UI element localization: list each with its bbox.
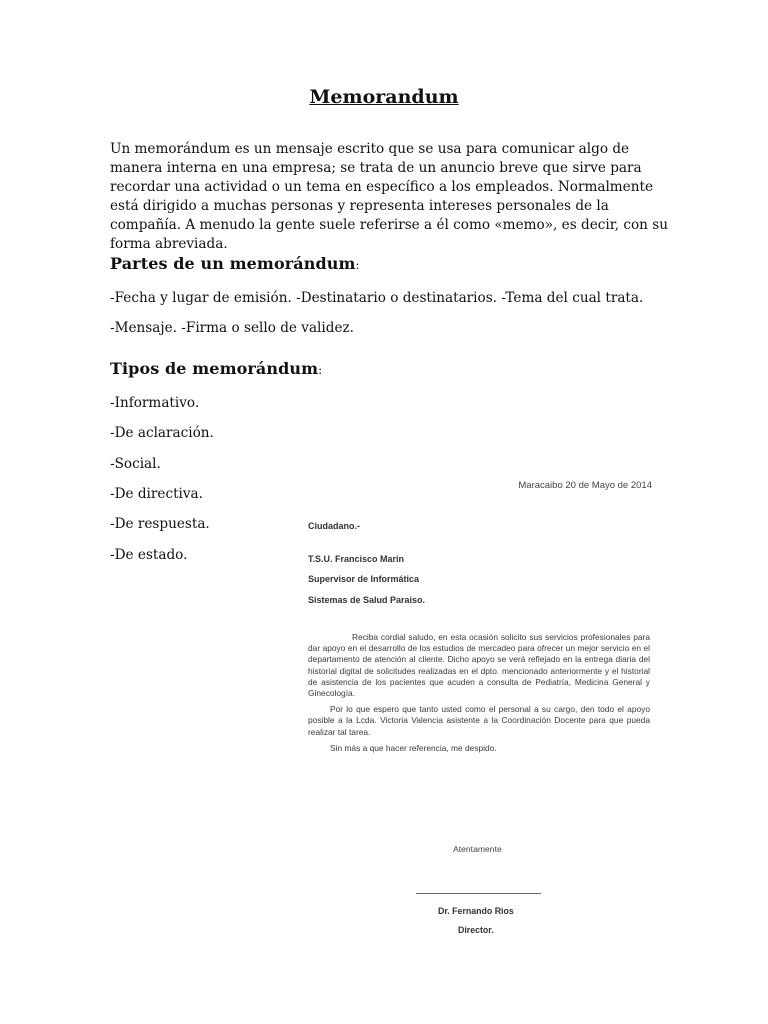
letter-paragraph-3: Sin más a que hacer referencia, me despido. bbox=[330, 742, 497, 753]
letter-signer-name: Dr. Fernando Rios bbox=[438, 906, 514, 916]
parts-heading-text: Partes de un memorándum bbox=[110, 254, 356, 273]
intro-paragraph: Un memorándum es un mensaje escrito que se usa para comunicar algo de manera interna en una empresa; se trata de un anuncio breve que sirve para recordar una actividad o un tema en específico a los empleados. Normalmente está dirigido a muchas personas y representa intereses personales de la compañía. A menudo la gente suele referirse a él como «memo», es decir, con su forma abreviada. bbox=[110, 141, 668, 252]
letter-recipient-title: Supervisor de Informática bbox=[308, 574, 420, 584]
type-item-informativo: -Informativo. bbox=[110, 395, 200, 411]
letter-closing: Atentamente bbox=[453, 844, 502, 854]
sample-memo-letter bbox=[296, 470, 666, 950]
letter-body bbox=[308, 632, 650, 759]
letter-paragraph-1: Reciba cordial saludo, en esta ocasión solicito sus servicios profesionales para dar apoyo en el desarrollo de los estudios de mercadeo para ofrecer un mejor servicio en el departamento de atención al cliente. Dicho apoyo se verá reflejado en la entrega diaria del historial digital de solicitudes realizadas en el dpto. mencionado anteriormente y el historial de asistencia de los pacientes que acuden a consulta de Pediatría, Medicina General y Ginecología. bbox=[308, 632, 650, 699]
letter-recipient-name: T.S.U. Francisco Marin bbox=[308, 554, 405, 564]
letter-paragraph-2: Por lo que espero que tanto usted como el personal a su cargo, den todo el apoyo posible a la Lcda. Victoria Valencia asistente a la Coordinación Docente para que pueda realizar tal tarea. bbox=[308, 704, 650, 737]
parts-heading bbox=[110, 254, 360, 273]
signature-line bbox=[416, 893, 541, 894]
letter-signer-role: Director. bbox=[458, 925, 494, 935]
page-title: Memorandum bbox=[309, 86, 459, 108]
types-heading bbox=[110, 359, 322, 378]
type-item-estado: -De estado. bbox=[110, 547, 188, 563]
type-item-social: -Social. bbox=[110, 456, 161, 472]
parts-line-1: -Fecha y lugar de emisión. -Destinatario o destinatarios. -Tema del cual trata. bbox=[110, 290, 644, 306]
type-item-aclaracion: -De aclaración. bbox=[110, 425, 214, 441]
parts-line-2: -Mensaje. -Firma o sello de validez. bbox=[110, 320, 354, 336]
types-heading-text: Tipos de memorándum bbox=[110, 359, 319, 378]
type-item-respuesta: -De respuesta. bbox=[110, 516, 210, 532]
parts-heading-colon: : bbox=[355, 258, 360, 272]
letter-recipient-org: Sistemas de Salud Paraiso. bbox=[308, 595, 426, 605]
letter-salutation: Ciudadano.- bbox=[308, 521, 360, 531]
types-heading-colon: : bbox=[318, 363, 323, 377]
type-item-directiva: -De directiva. bbox=[110, 486, 203, 502]
letter-date: Maracaibo 20 de Mayo de 2014 bbox=[518, 480, 652, 491]
